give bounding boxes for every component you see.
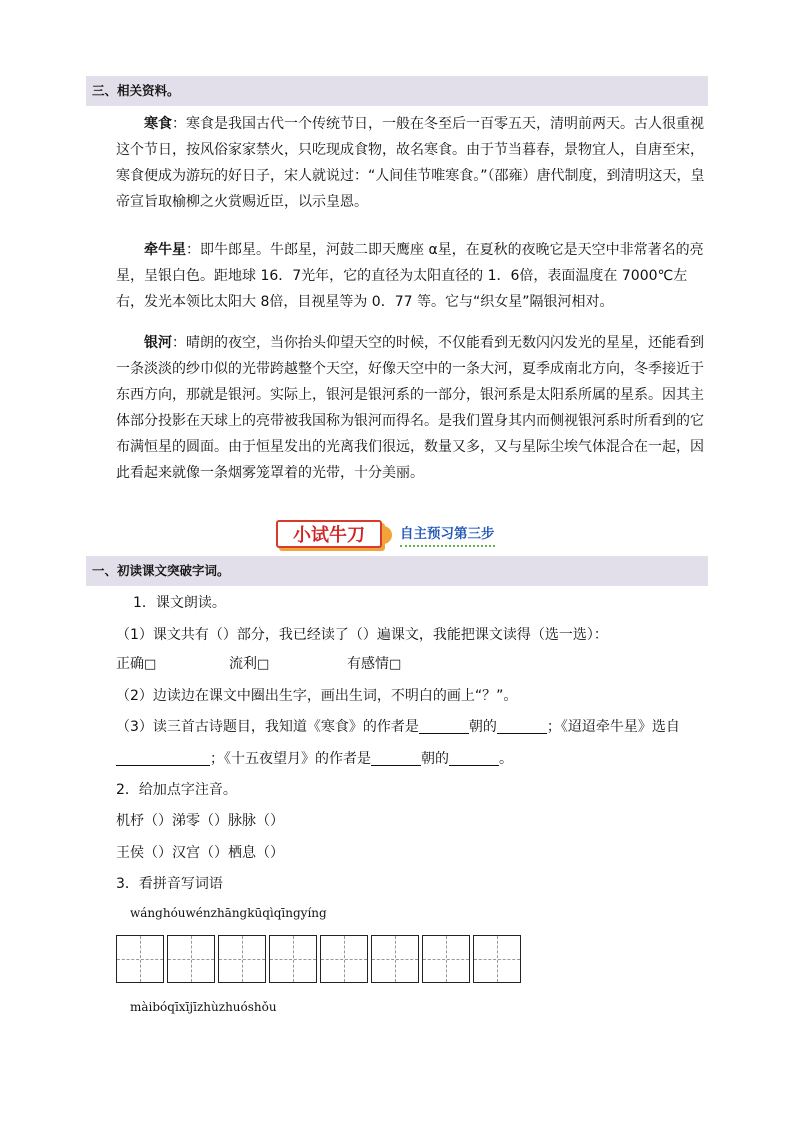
writing-box[interactable] — [116, 935, 164, 983]
section-heading-materials: 三、相关资料。 — [86, 76, 708, 106]
q2-row2: 王侯（）汉宫（）栖息（） — [116, 845, 284, 861]
paragraph-hanshi — [116, 111, 708, 215]
text-hanshi: ：寒食是我国古代一个传统节日，一般在冬至后一百零五天，清明前两天。古人很重视这个节日，按风俗家家禁火，只吃现成食物，故名寒食。由于节当暮春，景物宜人，自唐至宋，寒食便成为游玩的好日子，宋人就说过：“人间佳节唯寒食。”（邵雍）唐代制度，到清明这天，皇帝宣旨取榆柳之火赏赐近臣，以示皇恩。 — [116, 116, 705, 210]
writing-box[interactable] — [218, 935, 266, 983]
banner-subtitle: 自主预习第三步 — [400, 524, 495, 547]
q2-row1: 机杼（）涕零（）脉脉（） — [116, 813, 284, 829]
section-heading-words: 一、初读课文突破字词。 — [86, 556, 708, 586]
answer-blank[interactable] — [449, 749, 499, 766]
q1-part1: （1）课文共有（）部分，我已经读了（）遍课文，我能把课文读得（选一选）： — [116, 627, 608, 643]
term-hanshi: 寒食 — [144, 116, 172, 132]
section-banner — [276, 520, 526, 550]
q1-part3-line1: （3）读三首古诗题目，我知道《寒食》的作者是 朝的 ；《迢迢牵牛星》选自 — [116, 719, 680, 735]
banner-title: 小试牛刀 — [276, 520, 382, 548]
checkbox-icon[interactable]: □ — [389, 657, 402, 672]
writing-box[interactable] — [320, 935, 368, 983]
answer-blank[interactable] — [371, 749, 421, 766]
option-label-correct: 正确 — [116, 656, 144, 672]
q1-option-emotion[interactable] — [347, 653, 401, 676]
pinyin-line-2: màibóqīxījīzhùzhuóshǒu — [130, 1000, 277, 1014]
q1-option-fluent[interactable] — [229, 653, 269, 676]
answer-blank[interactable] — [419, 717, 469, 734]
pinyin-line-1: wánghóuwénzhāngkūqìqīngyíng — [130, 906, 327, 920]
text-niulang: ：即牛郎星。牛郎星，河鼓二即天鹰座 α星，在夏秋的夜晚它是天空中非常著名的亮星，呈银白色。距地球 16．7光年，它的直径为太阳直径的 1．6倍，表面温度在 7000℃左右，发光本领比太阳大 8倍，目视星等为 0．77 等。它与“织女星”隔银河相对。 — [116, 242, 704, 310]
writing-box[interactable] — [473, 935, 521, 983]
answer-blank[interactable] — [497, 717, 547, 734]
text-yinhe: ：晴朗的夜空，当你抬头仰望天空的时候，不仅能看到无数闪闪发光的星星，还能看到一条淡淡的纱巾似的光带跨越整个天空，好像天空中的一条大河，夏季成南北方向，冬季接近于东西方向，那就是银河。实际上，银河是银河系的一部分，银河系是太阳系所属的星系。因其主体部分投影在天球上的亮带被我国称为银河而得名。是我们置身其内而侧视银河系时所看到的它布满恒星的圆面。由于恒星发出的光离我们很远，数量又多，又与星际尘埃气体混合在一起，因此看起来就像一条烟雾笼罩着的光带，十分美丽。 — [116, 335, 704, 481]
writing-box[interactable] — [371, 935, 419, 983]
q1-title: 1．课文朗读。 — [133, 595, 226, 611]
term-yinhe: 银河 — [144, 335, 172, 351]
q1-part3-line2: ；《十五夜望月》的作者是 朝的 。 — [116, 748, 513, 770]
option-label-fluent: 流利 — [229, 656, 257, 672]
q1-part2: （2）边读边在课文中圈出生字，画出生词，不明白的画上“？”。 — [116, 688, 518, 704]
banner-ribbon-tail — [382, 526, 392, 544]
paragraph-yinhe — [116, 330, 708, 486]
q2-title: 2．给加点字注音。 — [116, 782, 237, 798]
term-niulang: 牵牛星 — [144, 242, 186, 258]
q1-option-correct[interactable] — [116, 653, 156, 676]
writing-box[interactable] — [269, 935, 317, 983]
writing-box[interactable] — [422, 935, 470, 983]
option-label-emotion: 有感情 — [347, 656, 389, 672]
writing-box[interactable] — [167, 935, 215, 983]
q3-title: 3．看拼音写词语 — [116, 876, 223, 892]
checkbox-icon[interactable]: □ — [257, 657, 270, 672]
paragraph-niulang — [116, 237, 708, 315]
checkbox-icon[interactable]: □ — [144, 657, 157, 672]
answer-blank[interactable] — [116, 749, 210, 766]
